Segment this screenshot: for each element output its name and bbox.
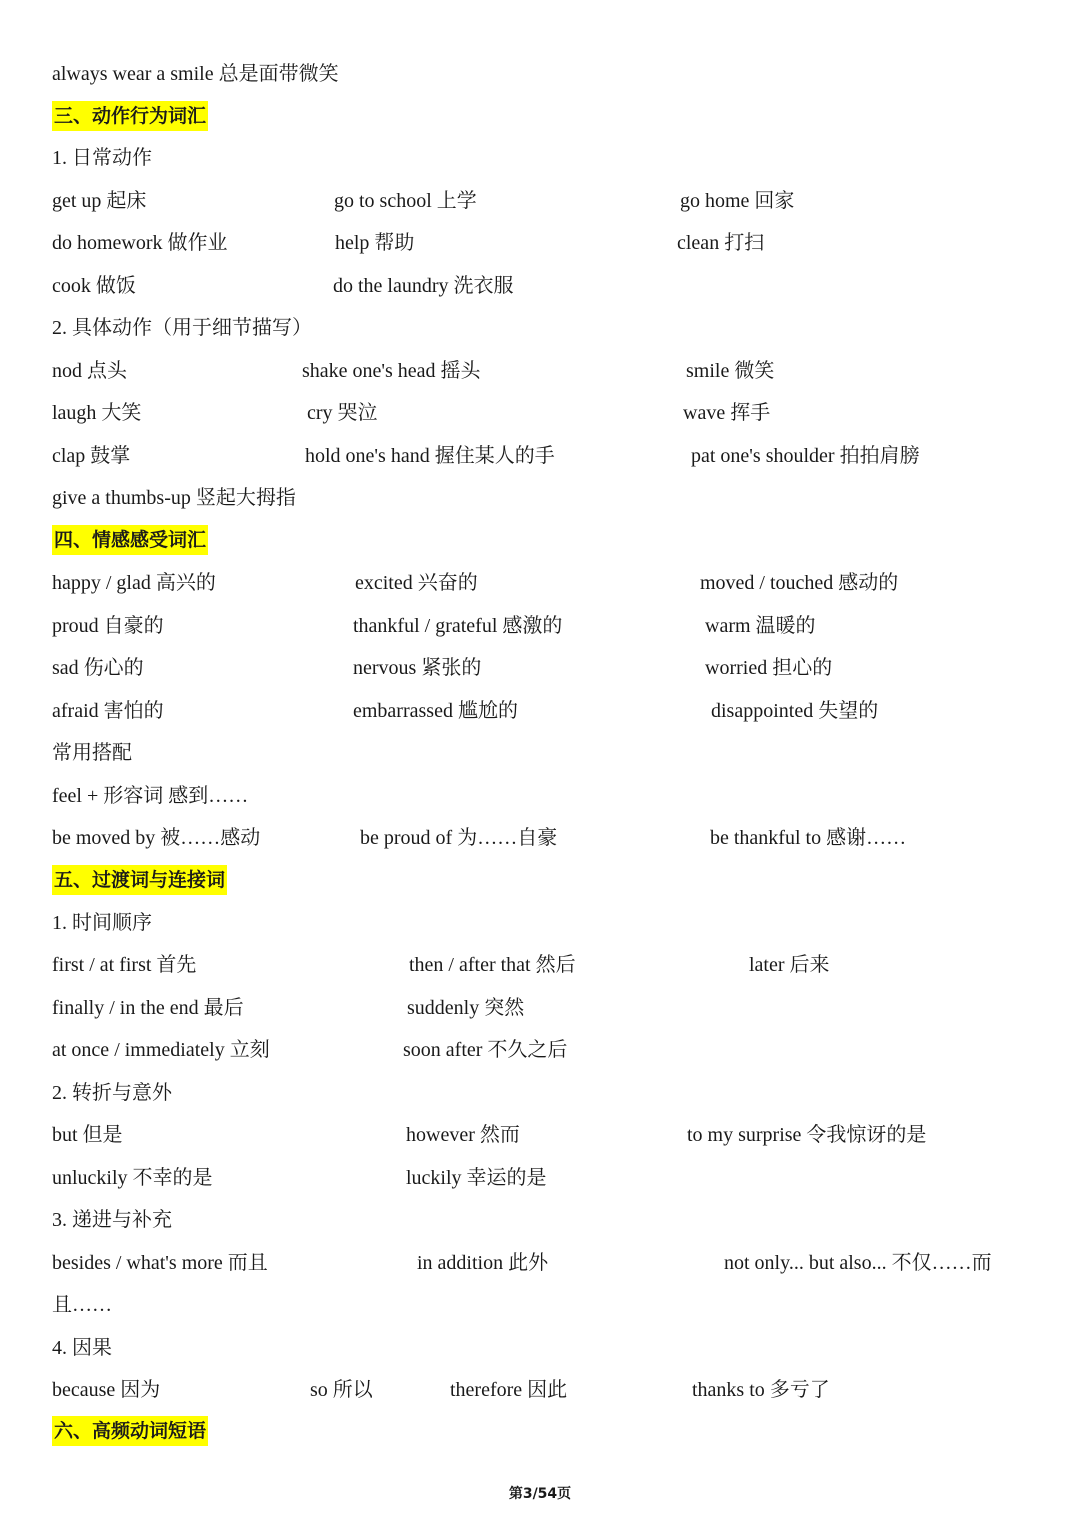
vocab-entry: always wear a smile 总是面带微笑 <box>52 63 339 85</box>
section-heading: 四、情感感受词汇 <box>52 525 208 555</box>
section-heading: 五、过渡词与连接词 <box>52 865 227 895</box>
vocab-entry: go to school 上学 <box>334 190 477 212</box>
vocab-entry: soon after 不久之后 <box>403 1039 568 1061</box>
vocab-entry: embarrassed 尴尬的 <box>353 700 518 722</box>
vocab-entry: 4. 因果 <box>52 1337 112 1359</box>
vocab-entry: 3. 递进与补充 <box>52 1209 172 1231</box>
vocab-entry: disappointed 失望的 <box>711 700 879 722</box>
vocab-entry: not only... but also... 不仅……而 <box>724 1252 992 1274</box>
section-heading: 三、动作行为词汇 <box>52 101 208 131</box>
page-number: 第3/54页 <box>508 1486 572 1502</box>
vocab-entry: do the laundry 洗衣服 <box>333 275 514 297</box>
vocab-entry: be thankful to 感谢…… <box>710 827 907 849</box>
vocab-entry: 2. 转折与意外 <box>52 1082 172 1104</box>
vocab-entry: go home 回家 <box>680 190 795 212</box>
vocab-entry: however 然而 <box>406 1124 520 1146</box>
vocab-entry: 2. 具体动作（用于细节描写） <box>52 317 312 339</box>
vocab-entry: get up 起床 <box>52 190 147 212</box>
vocab-entry: thanks to 多亏了 <box>692 1379 830 1401</box>
vocab-entry: feel + 形容词 感到…… <box>52 785 249 807</box>
vocab-entry: happy / glad 高兴的 <box>52 572 216 594</box>
vocab-entry: help 帮助 <box>335 232 415 254</box>
vocab-entry: therefore 因此 <box>450 1379 568 1401</box>
vocab-entry: unluckily 不幸的是 <box>52 1167 213 1189</box>
vocab-entry: so 所以 <box>310 1379 373 1401</box>
vocab-entry: proud 自豪的 <box>52 615 164 637</box>
vocab-entry: luckily 幸运的是 <box>406 1167 547 1189</box>
vocab-entry: nod 点头 <box>52 360 127 382</box>
vocab-entry: excited 兴奋的 <box>355 572 478 594</box>
vocab-entry: shake one's head 摇头 <box>302 360 481 382</box>
vocab-entry: because 因为 <box>52 1379 161 1401</box>
vocab-entry: 1. 时间顺序 <box>52 912 152 934</box>
vocab-entry: moved / touched 感动的 <box>700 572 899 594</box>
vocab-entry: suddenly 突然 <box>407 997 525 1019</box>
vocab-entry: be proud of 为……自豪 <box>360 827 558 849</box>
vocab-entry: besides / what's more 而且 <box>52 1252 268 1274</box>
vocab-entry: cook 做饭 <box>52 275 136 297</box>
vocab-entry: first / at first 首先 <box>52 954 197 976</box>
vocab-entry: pat one's shoulder 拍拍肩膀 <box>691 445 920 467</box>
vocab-entry: nervous 紧张的 <box>353 657 482 679</box>
vocab-entry: but 但是 <box>52 1124 123 1146</box>
vocab-entry: be moved by 被……感动 <box>52 827 261 849</box>
vocab-entry: to my surprise 令我惊讶的是 <box>687 1124 927 1146</box>
vocab-entry: sad 伤心的 <box>52 657 144 679</box>
vocab-entry: give a thumbs-up 竖起大拇指 <box>52 487 296 509</box>
vocab-entry: smile 微笑 <box>686 360 775 382</box>
vocab-entry: in addition 此外 <box>417 1252 549 1274</box>
vocab-entry: finally / in the end 最后 <box>52 997 244 1019</box>
vocab-entry: do homework 做作业 <box>52 232 228 254</box>
vocab-entry: at once / immediately 立刻 <box>52 1039 270 1061</box>
section-heading: 六、高频动词短语 <box>52 1416 208 1446</box>
vocab-entry: 常用搭配 <box>52 742 132 764</box>
vocab-entry: hold one's hand 握住某人的手 <box>305 445 555 467</box>
vocab-entry: afraid 害怕的 <box>52 700 164 722</box>
vocab-entry: clean 打扫 <box>677 232 765 254</box>
vocab-entry: clap 鼓掌 <box>52 445 131 467</box>
vocab-entry: cry 哭泣 <box>307 402 378 424</box>
vocab-entry: then / after that 然后 <box>409 954 576 976</box>
vocab-entry: thankful / grateful 感激的 <box>353 615 563 637</box>
vocab-entry: worried 担心的 <box>705 657 833 679</box>
vocab-entry: warm 温暖的 <box>705 615 816 637</box>
vocab-entry: wave 挥手 <box>683 402 771 424</box>
vocab-entry: laugh 大笑 <box>52 402 142 424</box>
vocab-entry: 且…… <box>52 1294 112 1316</box>
vocab-entry: later 后来 <box>749 954 830 976</box>
vocab-entry: 1. 日常动作 <box>52 147 152 169</box>
